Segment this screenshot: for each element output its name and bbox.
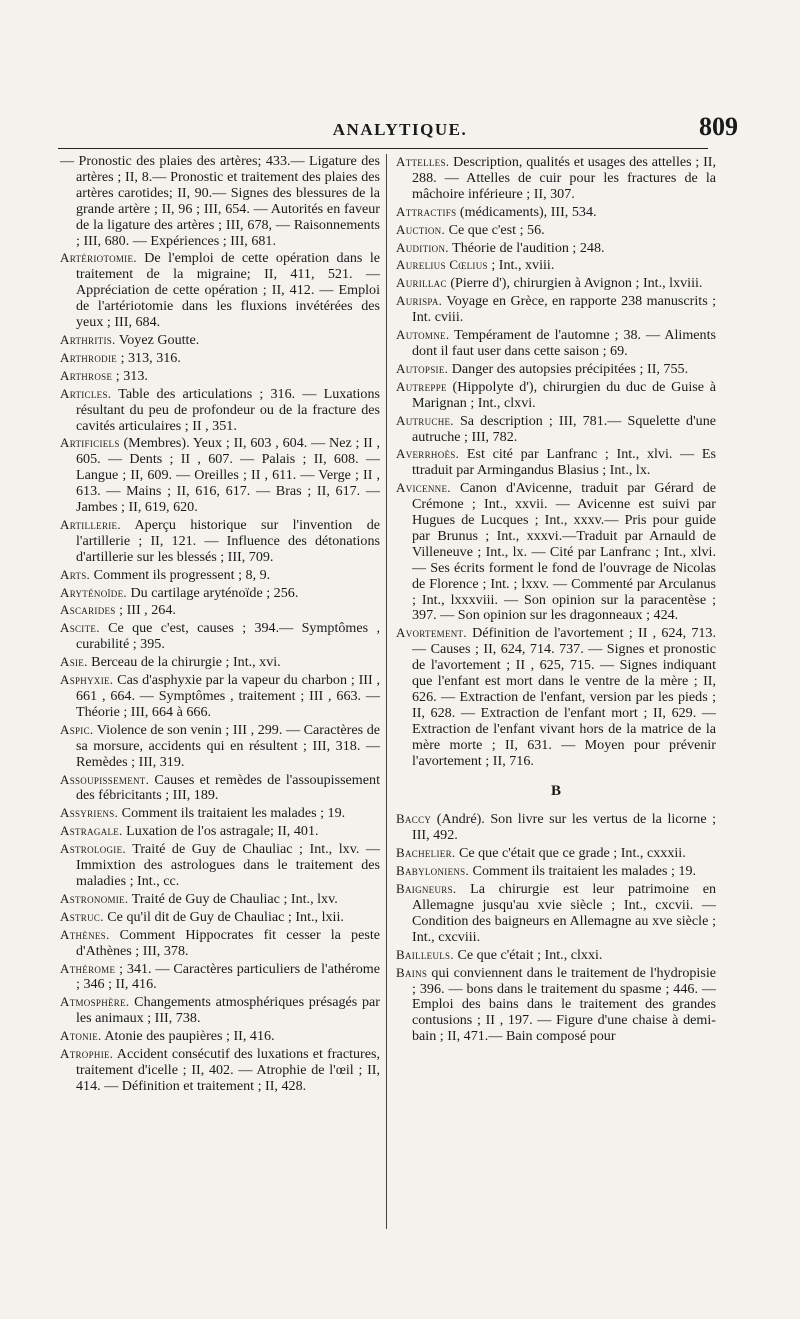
entry-headword: Assyriens. — [60, 805, 119, 821]
entry-headword: Artillerie. — [60, 516, 121, 532]
entry-headword: Bailleuls. — [396, 946, 454, 962]
entry-headword: Aryténoïde. — [60, 584, 127, 600]
index-entry: Attelles. Description, qualités et usages des attelles ; II, 288. — Attelles de cuir pour les fractures de la mâchoire inférieure ; II, 307. — [396, 154, 716, 202]
entry-headword: Athérome — [60, 960, 116, 976]
entry-headword: Atmosphère. — [60, 994, 130, 1010]
entry-headword: Ascite. — [60, 620, 100, 636]
index-entry: Artillerie. Aperçu historique sur l'invention de l'artillerie ; II, 121. — Influence des détonations d'artillerie sur les blessés ; III, 709. — [60, 516, 380, 565]
index-entry: Bailleuls. Ce que c'était ; Int., clxxi. — [396, 946, 603, 963]
index-entry: Arthritis. Voyez Goutte. — [60, 331, 200, 348]
entry-headword: Atrophie. — [60, 1046, 114, 1062]
index-entry: Automne. Tempérament de l'automne ; 38. — Aliments dont il faut user dans cette saison ; 69. — [396, 327, 716, 359]
index-entry: Athènes. Comment Hippocrates fit cesser la peste d'Athènes ; III, 378. — [60, 926, 380, 959]
index-entry: Auction. Ce que c'est ; 56. — [396, 221, 545, 238]
index-entry: Aurelius Cœlius ; Int., xviii. — [396, 257, 555, 274]
entry-headword: Ascarides — [60, 602, 116, 618]
index-entry: Assyriens. Comment ils traitaient les malades ; 19. — [60, 805, 346, 822]
entry-headword: Automne. — [396, 327, 450, 343]
index-entry: Atonie. Atonie des paupières ; II, 416. — [60, 1028, 275, 1045]
entry-headword: Aspic. — [60, 721, 94, 737]
index-entry: Astruc. Ce qu'il dit de Guy de Chauliac ; Int., lxii. — [60, 908, 344, 925]
entry-headword: Astronomie. — [60, 890, 129, 906]
section-letter: B — [550, 782, 561, 799]
entry-headword: Astragale. — [60, 823, 123, 839]
index-entry: Articles. Table des articulations ; 316. — Luxations résultant du peu de profondeur ou de la fracture des cavités articulaires ; II , 351. — [60, 385, 380, 434]
index-entry: Atmosphère. Changements atmosphériques présagés par les animaux ; III, 738. — [60, 994, 380, 1027]
running-head: ANALYTIQUE. — [332, 120, 468, 139]
index-entry: Autruche. Sa description ; III, 781.— Squelette d'une autruche ; III, 782. — [396, 412, 716, 445]
index-entry: Artériotomie. De l'emploi de cette opération dans le traitement de la migraine; II, 411, 521. — Appréciation de cette opération ; II, 412. — Emploi de l'artériotomie dans les fluxions invétérées des yeux ; III, 684. — [60, 250, 380, 331]
index-entry: Astronomie. Traité de Guy de Chauliac ; Int., lxv. — [60, 890, 338, 907]
index-entry: Bains qui conviennent dans le traitement de l'hydropisie ; 396. — bons dans le traitement du spasme ; 446. — Emploi des bains dans le traitement des grandes contusions ; II , 197. — Figure d'une chaise à demi-bain ; II, 471.— Bain composé pour — [396, 964, 716, 1045]
entry-headword: Arthrodie — [60, 349, 118, 365]
index-entry: Baccy (André). Son livre sur les vertus de la licorne ; III, 492. — [396, 811, 716, 844]
entry-headword: Artificiels — [60, 435, 120, 451]
index-entry: Babyloniens. Comment ils traitaient les malades ; 19. — [396, 863, 697, 880]
entry-headword: Aurillac — [396, 275, 447, 291]
page-number: 809 — [699, 112, 738, 141]
entry-headword: Baigneurs. — [396, 881, 457, 897]
index-entry: Assoupissement. Causes et remèdes de l'assoupissement des fébricitants ; III, 189. — [60, 771, 380, 804]
index-entry: Ascarides ; III , 264. — [60, 602, 176, 619]
entry-headword: Assoupissement. — [60, 771, 150, 787]
entry-headword: Arts. — [60, 566, 91, 582]
index-entry: Autreppe (Hippolyte d'), chirurgien du duc de Guise à Marignan ; Int., clxvi. — [396, 378, 716, 411]
index-entry: Arthrodie ; 313, 316. — [60, 349, 181, 366]
entry-headword: Auction. — [396, 221, 446, 237]
entry-headword: Astrologie. — [60, 841, 126, 857]
entry-headword: Aurelius Cœlius — [396, 257, 488, 273]
index-entry: Arthrose ; 313. — [60, 367, 148, 384]
index-entry: Athérome ; 341. — Caractères particuliers de l'athérome ; 346 ; II, 416. — [60, 960, 380, 993]
entry-headword: Asphyxie. — [60, 672, 114, 688]
entry-headword: Asie. — [60, 654, 88, 670]
entry-headword: Articles. — [60, 385, 112, 401]
right-column — [396, 154, 716, 1046]
header-rule — [58, 148, 708, 149]
index-entry: Aryténoïde. Du cartilage aryténoïde ; 256. — [60, 584, 299, 601]
index-entry: Autopsie. Danger des autopsies précipitées ; II, 755. — [396, 360, 689, 377]
entry-headword: Avicenne. — [396, 480, 451, 496]
entry-headword: Artériotomie. — [60, 250, 137, 266]
entry-headword: Aurispa. — [396, 293, 443, 309]
entry-headword: Astruc. — [60, 908, 104, 924]
index-entry: Astragale. Luxation de l'os astragale; II, 401. — [60, 823, 319, 840]
index-entry: Asphyxie. Cas d'asphyxie par la vapeur du charbon ; III , 661 , 664. — Symptômes , traitement ; III , 663. — Théorie ; III, 664 à 666. — [60, 672, 380, 720]
entry-headword: Atonie. — [60, 1028, 102, 1044]
entry-headword: Avortement. — [396, 625, 467, 641]
left-column — [60, 154, 380, 1096]
index-entry: Artificiels (Membres). Yeux ; II, 603 , 604. — Nez ; II , 605. — Dents ; II , 607. — Palais ; II, 608. — Langue ; II, 609. — Oreilles ; II , 611. — Verge ; II , 613. — Mains ; II, 616, 617. — Bras ; II, 617. — Jambes ; II, 619, 620. — [60, 435, 380, 516]
index-entry: Arts. Comment ils progressent ; 8, 9. — [60, 566, 271, 583]
index-entry: Avicenne. Canon d'Avicenne, traduit par Gérard de Crémone ; Int., xxvii. — Avicenne est suivi par Hugues de Lucques ; Int., xxxv.— Pris pour guide par Brunus ; Int., xxxvi.—Traduit par Arnauld de Villeneuve ; Int., lx. — Cité par Lanfranc ; Int., xlvi. — Ses écrits forment le fond de l'ouvrage de Nicolas de Florence ; Int. ; lxxv. — Commenté par Arculanus ; Int., lxxxviii. — Son opinion sur la paracentèse ; 397. — Son opinion sur les dragonneaux ; 424. — [396, 480, 716, 624]
entry-headword: Attelles. — [396, 154, 450, 169]
entry-headword: Audition. — [396, 239, 449, 255]
index-entry: Avortement. Définition de l'avortement ; II , 624, 713. — Causes ; II, 624, 714. 737. — Signes et pronostic de l'avortement ; II , 625, 715. — Signes indiquant que l'enfant est mort dans le ventre de la mère ; II, 626. — Extraction de l'enfant, version par les pieds ; II, 628. — Extraction de l'enfant mort ; II, 629. — Extraction de l'enfant vivant hors de la matrice de la mère morte ; II, 631. — Moyen pour prévenir l'avortement ; II, 716. — [396, 625, 716, 769]
index-entry: Astrologie. Traité de Guy de Chauliac ; Int., lxv. — Immixtion des astrologues dans le traitement des maladies ; Int., cc. — [60, 841, 380, 889]
entry-headword: Attractifs — [396, 203, 457, 219]
index-entry: Attractifs (médicaments), III, 534. — [396, 203, 597, 220]
entry-headword: Averrhoès. — [396, 446, 460, 462]
index-entry: Aurispa. Voyage en Grèce, en rapporte 238 manuscrits ; Int. cviii. — [396, 293, 716, 326]
entry-headword: Autreppe — [396, 378, 447, 394]
entry-headword: Bachelier. — [396, 845, 456, 861]
entry-headword: Bains — [396, 964, 428, 980]
entry-headword: Arthrose — [60, 367, 113, 383]
column-divider — [386, 154, 387, 1229]
index-entry: Aspic. Violence de son venin ; III , 299. — Caractères de sa morsure, accidents qui en résultent ; III, 318. — Remèdes ; III, 319. — [60, 721, 380, 770]
entry-headword: Babyloniens. — [396, 863, 470, 879]
entry-headword: Autruche. — [396, 412, 454, 428]
entry-headword: Autopsie. — [396, 360, 449, 376]
entry-headword: Athènes. — [60, 926, 110, 942]
entry-headword: Arthritis. — [60, 331, 116, 347]
index-entry: Averrhoès. Est cité par Lanfranc ; Int., xlvi. — Es ttraduit par Armingandus Blasius ; Int., lx. — [396, 446, 716, 479]
index-entry: Ascite. Ce que c'est, causes ; 394.— Symptômes , curabilité ; 395. — [60, 620, 380, 653]
index-entry: — Pronostic des plaies des artères; 433.— Ligature des artères ; II, 8.— Pronostic et traitement des plaies des artères carotides; II, 90.— Signes des blessures de la grande artère ; II, 96 ; III, 654. — Autorités en faveur de la ligature des artères ; III, 678, — Raisonnements ; III, 680. — Expériences ; III, 681. — [60, 153, 380, 249]
index-entry: Asie. Berceau de la chirurgie ; Int., xvi. — [60, 654, 281, 671]
index-entry: Bachelier. Ce que c'était que ce grade ; Int., cxxxii. — [396, 845, 686, 862]
entry-headword: Baccy — [396, 811, 432, 827]
index-entry: Audition. Théorie de l'audition ; 248. — [396, 239, 605, 256]
index-entry: Aurillac (Pierre d'), chirurgien à Avignon ; Int., lxviii. — [396, 275, 703, 292]
index-entry: Atrophie. Accident consécutif des luxations et fractures, traitement d'icelle ; II, 402. — Atrophie de l'œil ; II, 414. — Définition et traitement ; II, 428. — [60, 1046, 380, 1094]
index-entry: Baigneurs. La chirurgie est leur patrimoine en Allemagne jusqu'au xvie siècle ; Int., cxcvii. — Condition des baigneurs en Allemagne au xve siècle ; Int., cxcviii. — [396, 881, 716, 945]
